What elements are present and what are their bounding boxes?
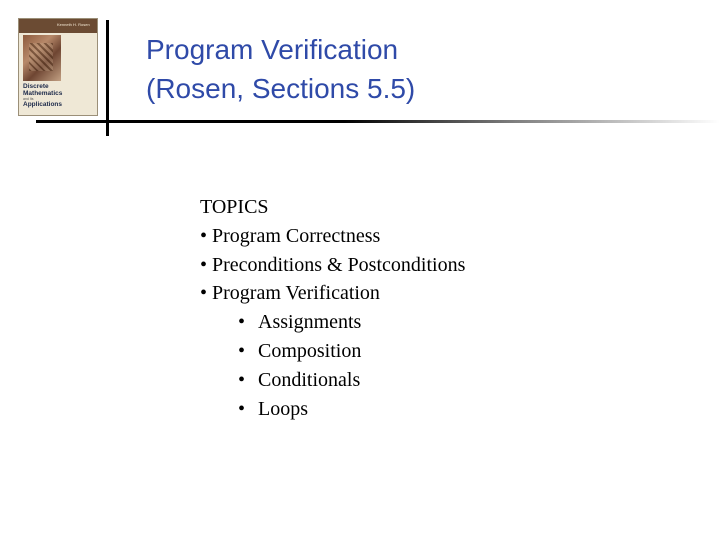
subtopic-item-label: Loops	[258, 397, 308, 420]
topic-item	[200, 251, 465, 280]
topic-item	[200, 222, 465, 251]
subtopic-item	[200, 395, 465, 424]
bullet: •	[238, 368, 246, 391]
subtopic-item-label: Composition	[258, 339, 362, 362]
cover-title-line: Discrete	[23, 83, 49, 90]
cover-title-line: Applications	[23, 101, 63, 108]
cover-title-line: Mathematics	[23, 90, 63, 97]
slide-title	[146, 30, 415, 108]
bullet: •	[200, 282, 213, 305]
bullet: •	[238, 339, 246, 362]
cover-artwork	[23, 35, 61, 81]
topic-item-label: Program Correctness	[212, 224, 381, 247]
cover-title	[23, 83, 97, 108]
cover-author: Kenneth H. Rosen	[57, 22, 90, 27]
subtopic-item	[200, 337, 465, 366]
book-cover-image	[18, 18, 98, 116]
subtopic-item-label: Conditionals	[258, 368, 361, 391]
bullet: •	[200, 253, 213, 276]
subtopic-item-label: Assignments	[258, 311, 362, 334]
topic-item-label: Preconditions & Postconditions	[212, 253, 466, 276]
bullet: •	[238, 397, 246, 420]
vertical-divider	[106, 20, 109, 136]
subtopic-item	[200, 308, 465, 337]
horizontal-divider	[36, 120, 720, 123]
topic-item-label: Program Verification	[212, 282, 380, 305]
cover-title-line: and Its	[23, 97, 34, 101]
topics-list	[200, 193, 465, 423]
bullet: •	[200, 224, 213, 247]
slide-title-line-2: (Rosen, Sections 5.5)	[146, 73, 416, 104]
slide-title-line-1: Program Verification	[146, 34, 399, 65]
subtopic-item	[200, 366, 465, 395]
topic-item	[200, 279, 465, 308]
topics-heading: TOPICS	[200, 196, 269, 218]
bullet: •	[238, 311, 246, 334]
